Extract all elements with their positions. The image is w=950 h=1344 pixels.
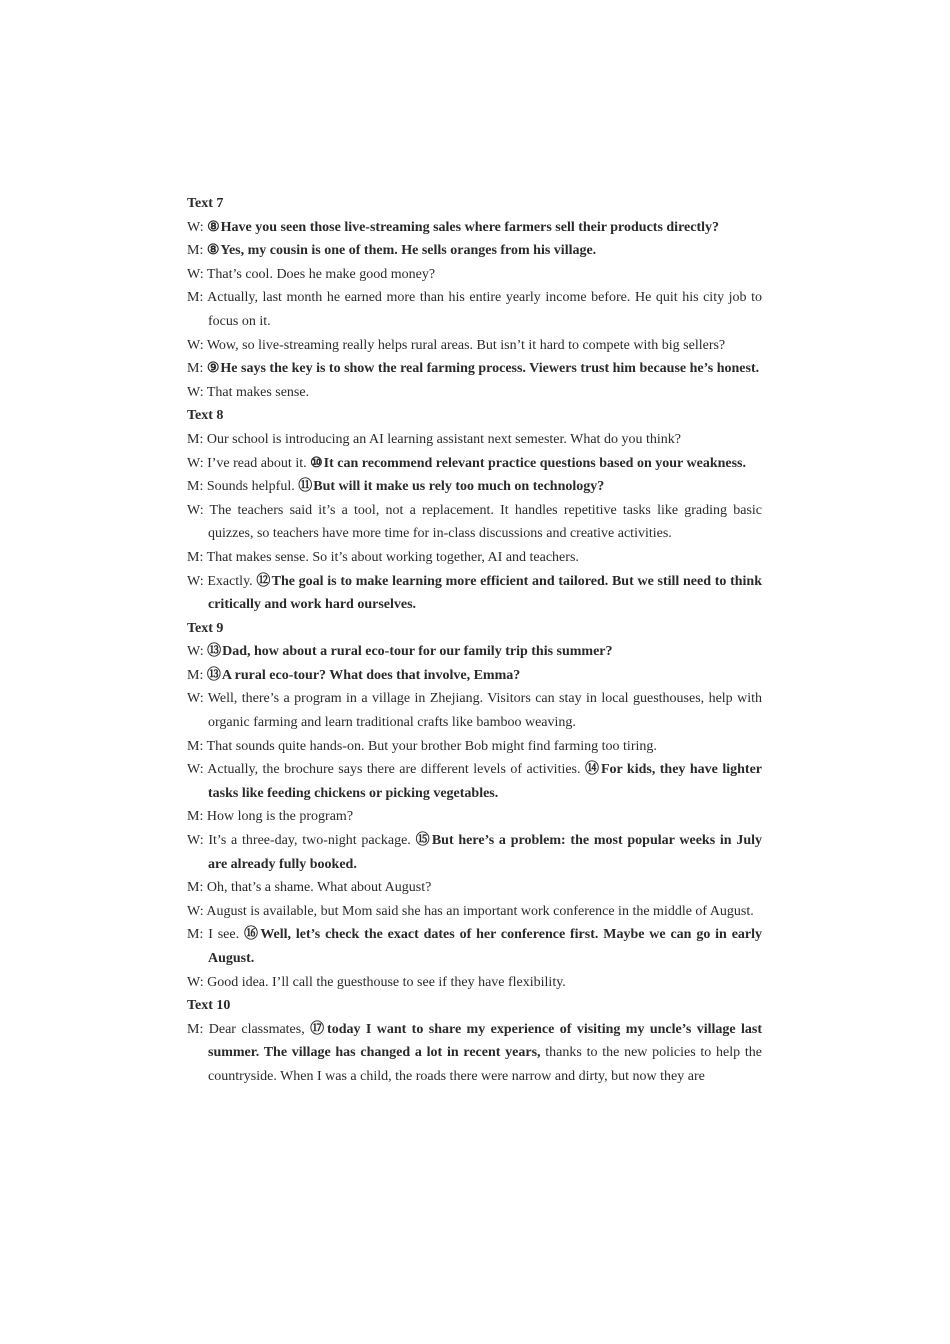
question-number: ⑭ bbox=[584, 762, 600, 778]
speaker-label: M: bbox=[187, 431, 204, 447]
dialogue-line bbox=[187, 687, 762, 734]
dialogue-text: Actually, the brochure says there are different levels of activities. bbox=[207, 762, 585, 778]
dialogue-text: Actually, last month he earned more than his entire yearly income before. He quit his city job to focus on it. bbox=[207, 290, 762, 329]
speaker-label: M: bbox=[187, 1021, 204, 1037]
dialogue-text: Sounds helpful. bbox=[206, 479, 299, 495]
dialogue-line bbox=[187, 499, 762, 546]
speaker-label: W: bbox=[187, 833, 204, 849]
speaker-label: M: bbox=[187, 809, 204, 825]
question-number: ⑮ bbox=[415, 833, 431, 849]
dialogue-line bbox=[187, 900, 762, 924]
speaker-label: W: bbox=[187, 384, 204, 400]
answer-highlight: It can recommend relevant practice questions based on your weakness. bbox=[323, 455, 746, 471]
answer-highlight: Dad, how about a rural eco-tour for our family trip this summer? bbox=[222, 644, 613, 660]
question-number: ⑫ bbox=[256, 573, 271, 589]
dialogue-line bbox=[187, 971, 762, 995]
speaker-label: W: bbox=[187, 573, 204, 589]
answer-highlight: But here’s a problem: the most popular weeks in July are already fully booked. bbox=[208, 833, 763, 872]
dialogue-text: That makes sense. So it’s about working together, AI and teachers. bbox=[206, 549, 579, 565]
dialogue-line bbox=[187, 334, 762, 358]
question-number: ⑨ bbox=[206, 361, 220, 377]
answer-highlight: today I want to share my experience of visiting my uncle’s village last summer. The village has changed a lot in recent years, bbox=[208, 1021, 763, 1061]
dialogue-line bbox=[187, 381, 762, 405]
dialogue-text: August is available, but Mom said she has an important work conference in the middle of August. bbox=[206, 903, 754, 919]
dialogue-text: The teachers said it’s a tool, not a replacement. It handles repetitive tasks like grading basic quizzes, so teachers have more time for in-class discussions and creative activities. bbox=[208, 502, 762, 542]
speaker-label: W: bbox=[187, 903, 204, 919]
dialogue-line bbox=[187, 475, 762, 499]
answer-highlight: But will it make us rely too much on technology? bbox=[313, 479, 605, 495]
answer-highlight: The goal is to make learning more efficient and tailored. But we still need to think critically and work hard ourselves. bbox=[208, 573, 763, 613]
speaker-label: W: bbox=[187, 455, 204, 471]
dialogue-line bbox=[187, 570, 762, 617]
dialogue-text: I see. bbox=[208, 927, 244, 943]
dialogue-text: How long is the program? bbox=[206, 809, 354, 825]
dialogue-line bbox=[187, 640, 762, 664]
question-number: ⑩ bbox=[310, 455, 323, 471]
speaker-label: W: bbox=[187, 502, 204, 518]
answer-highlight: Yes, my cousin is one of them. He sells oranges from his village. bbox=[220, 243, 597, 259]
section-title: Text 9 bbox=[187, 620, 224, 636]
dialogue-line bbox=[187, 216, 762, 240]
speaker-label: W: bbox=[187, 974, 204, 990]
dialogue-text: That’s cool. Does he make good money? bbox=[206, 266, 436, 282]
dialogue-line bbox=[187, 452, 762, 476]
dialogue-line bbox=[187, 546, 762, 570]
speaker-label: M: bbox=[187, 738, 204, 754]
dialogue-text: That sounds quite hands-on. But your brother Bob might find farming too tiring. bbox=[206, 738, 657, 754]
question-number: ⑬ bbox=[207, 644, 222, 660]
answer-highlight: Well, let’s check the exact dates of her conference first. Maybe we can go in early August. bbox=[208, 927, 763, 966]
speaker-label: M: bbox=[187, 667, 204, 683]
speaker-label: W: bbox=[187, 219, 204, 235]
dialogue-text: Wow, so live-streaming really helps rural areas. But isn’t it hard to compete with big sellers? bbox=[206, 337, 726, 353]
question-number: ⑧ bbox=[206, 243, 220, 259]
speaker-label: M: bbox=[187, 243, 204, 259]
dialogue-line bbox=[187, 357, 762, 381]
dialogue-line bbox=[187, 876, 762, 900]
section-title: Text 10 bbox=[187, 998, 231, 1014]
speaker-label: M: bbox=[187, 290, 204, 306]
dialogue-text: That makes sense. bbox=[206, 384, 310, 400]
dialogue-text: Our school is introducing an AI learning assistant next semester. What do you think? bbox=[206, 431, 681, 447]
dialogue-line bbox=[187, 829, 762, 876]
transcript-page bbox=[187, 192, 762, 1089]
speaker-label: M: bbox=[187, 549, 204, 565]
speaker-label: M: bbox=[187, 880, 204, 896]
dialogue-line bbox=[187, 239, 762, 263]
answer-highlight: Have you seen those live-streaming sales where farmers sell their products directly? bbox=[220, 219, 720, 235]
dialogue-text: It’s a three-day, two-night package. bbox=[208, 833, 416, 849]
dialogue-line bbox=[187, 805, 762, 829]
dialogue-line bbox=[187, 428, 762, 452]
section-title: Text 7 bbox=[187, 196, 224, 211]
dialogue-line bbox=[187, 735, 762, 759]
dialogue-line bbox=[187, 286, 762, 333]
question-number: ⑧ bbox=[207, 219, 220, 235]
speaker-label: W: bbox=[187, 644, 204, 660]
speaker-label: M: bbox=[187, 927, 204, 943]
answer-highlight: For kids, they have lighter tasks like feeding chickens or picking vegetables. bbox=[208, 762, 762, 801]
dialogue-text: Oh, that’s a shame. What about August? bbox=[206, 880, 432, 896]
dialogue-text: Dear classmates, bbox=[208, 1021, 311, 1037]
dialogue-line bbox=[187, 1018, 762, 1089]
question-number: ⑯ bbox=[243, 927, 260, 943]
speaker-label: W: bbox=[187, 691, 204, 707]
speaker-label: M: bbox=[187, 361, 204, 377]
answer-highlight: He says the key is to show the real farming process. Viewers trust him because he’s honest. bbox=[220, 361, 760, 377]
dialogue-line bbox=[187, 263, 762, 287]
dialogue-line bbox=[187, 664, 762, 688]
speaker-label: W: bbox=[187, 762, 204, 778]
question-number: ⑬ bbox=[206, 667, 221, 683]
dialogue-text: Good idea. I’ll call the guesthouse to see if they have flexibility. bbox=[207, 974, 566, 990]
question-number: ⑪ bbox=[298, 479, 313, 495]
question-number: ⑰ bbox=[310, 1021, 327, 1037]
section-title: Text 8 bbox=[187, 408, 224, 424]
answer-highlight: A rural eco-tour? What does that involve, Emma? bbox=[221, 667, 521, 683]
dialogue-text: I’ve read about it. bbox=[207, 455, 311, 471]
speaker-label: W: bbox=[187, 266, 204, 282]
dialogue-text: thanks to the new policies to help the countryside. When I was a child, the roads there were narrow and dirty, but now they are bbox=[208, 1045, 763, 1084]
dialogue-line bbox=[187, 758, 762, 805]
speaker-label: M: bbox=[187, 479, 204, 495]
dialogue-line bbox=[187, 923, 762, 970]
dialogue-text: Exactly. bbox=[207, 573, 257, 589]
speaker-label: W: bbox=[187, 337, 204, 353]
dialogue-text: Well, there’s a program in a village in Zhejiang. Visitors can stay in local guesthouses, help with organic farming and learn traditional crafts like bamboo weaving. bbox=[207, 691, 763, 731]
